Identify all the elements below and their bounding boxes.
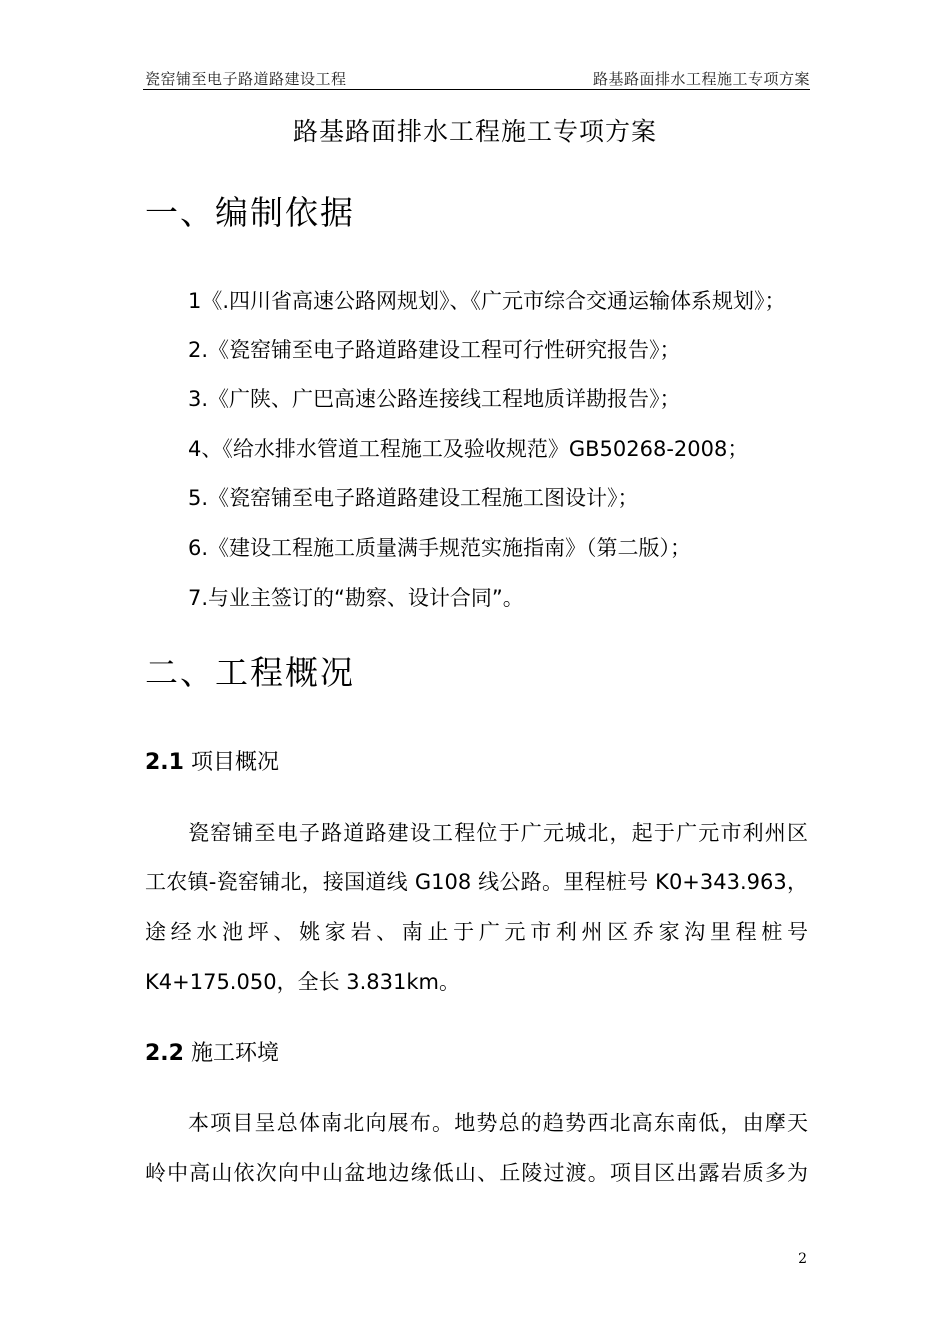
subsection-number: 2.1 bbox=[145, 750, 184, 775]
reference-item: 5.《瓷窑铺至电子路道路建设工程施工图设计》； bbox=[188, 486, 639, 510]
paragraph-line: 瓷窑铺至电子路道路建设工程位于广元城北，起于广元市利州区 bbox=[188, 821, 808, 845]
subsection-label: 施工环境 bbox=[190, 1041, 279, 1066]
reference-item: 3.《广陕、广巴高速公路连接线工程地质详勘报告》； bbox=[188, 387, 681, 411]
page-number: 2 bbox=[798, 1251, 807, 1267]
reference-item: 6.《建设工程施工质量满手规范实施指南》（第二版）； bbox=[188, 536, 692, 560]
running-header-left: 瓷窑铺至电子路道路建设工程 bbox=[145, 70, 347, 88]
subsection-heading-project-overview bbox=[145, 745, 279, 776]
section-heading-overview: 二、工程概况 bbox=[145, 653, 355, 692]
paragraph-line: 途经水池坪、姚家岩、南止于广元市利州区乔家沟里程桩号 bbox=[145, 920, 808, 944]
paragraph-line: K4+175.050，全长 3.831km。 bbox=[145, 970, 460, 994]
running-header-right: 路基路面排水工程施工专项方案 bbox=[592, 70, 810, 88]
paragraph-line: 本项目呈总体南北向展布。地势总的趋势西北高东南低，由摩天 bbox=[188, 1111, 808, 1135]
subsection-label: 项目概况 bbox=[190, 750, 279, 775]
subsection-heading-construction-environment bbox=[145, 1036, 279, 1067]
section-heading-basis: 一、编制依据 bbox=[145, 193, 355, 232]
subsection-number: 2.2 bbox=[145, 1041, 184, 1066]
reference-item: 1《.四川省高速公路网规划》、《广元市综合交通运输体系规划》； bbox=[188, 289, 786, 313]
paragraph-line: 工农镇-瓷窑铺北，接国道线 G108 线公路。里程桩号 K0+343.963， bbox=[145, 870, 808, 894]
reference-item: 2.《瓷窑铺至电子路道路建设工程可行性研究报告》； bbox=[188, 338, 681, 362]
paragraph-line: 岭中高山依次向中山盆地边缘低山、丘陵过渡。项目区出露岩质多为 bbox=[145, 1161, 808, 1185]
document-title: 路基路面排水工程施工专项方案 bbox=[292, 117, 657, 146]
reference-item: 4、《给水排水管道工程施工及验收规范》GB50268-2008； bbox=[188, 437, 749, 461]
header-divider bbox=[143, 89, 810, 90]
reference-item: 7.与业主签订的“勘察、设计合同”。 bbox=[188, 586, 524, 610]
